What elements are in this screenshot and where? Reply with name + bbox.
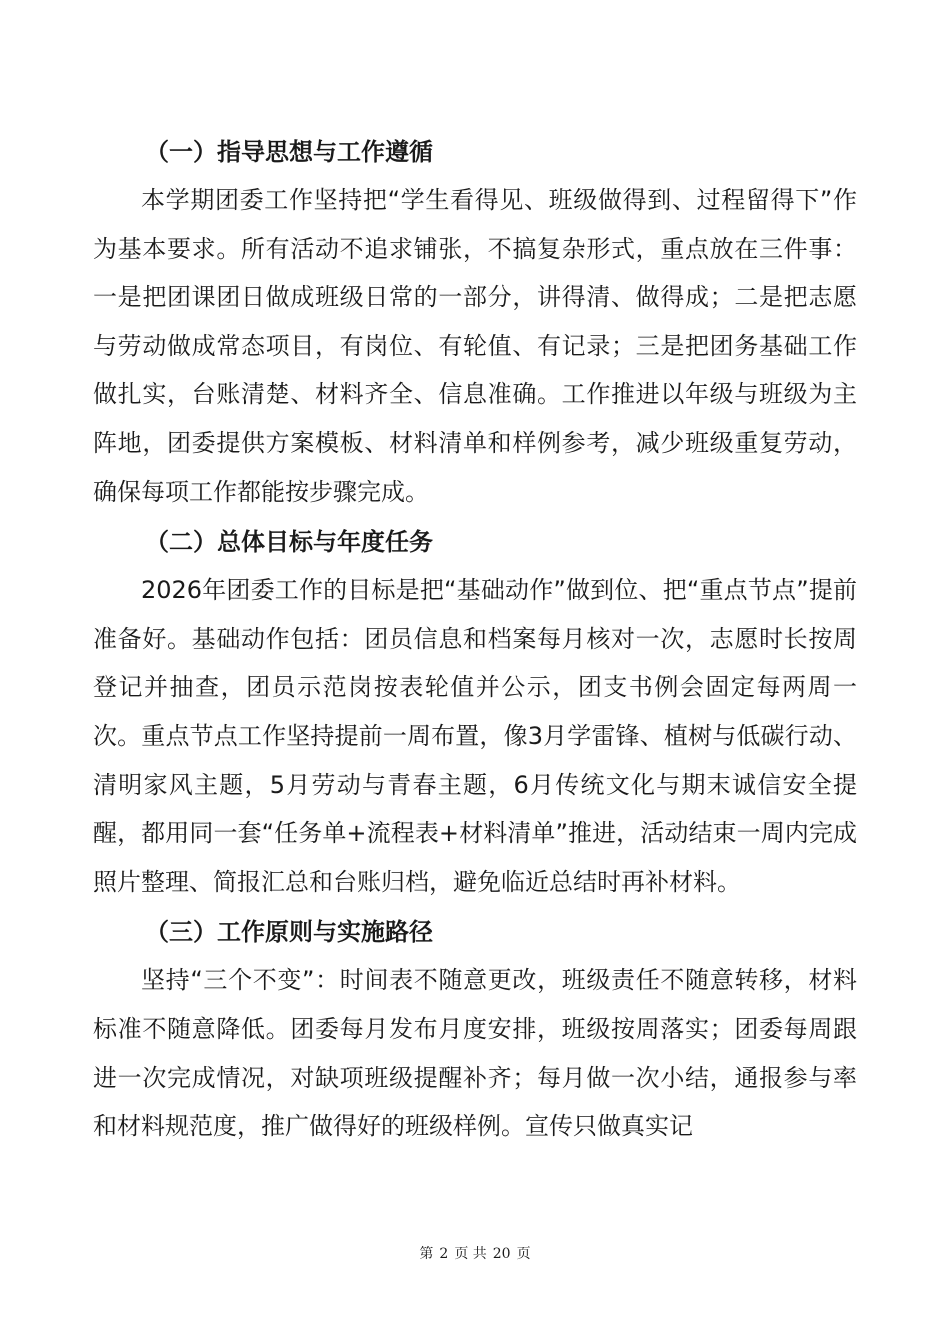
page-content	[93, 128, 857, 1151]
section-heading-2: （二）总体目标与年度任务	[145, 528, 433, 557]
footer-total-pages: 20	[492, 1246, 511, 1262]
footer-prefix: 第	[419, 1246, 434, 1262]
section-heading-1: （一）指导思想与工作遵循	[145, 138, 433, 166]
page-footer	[0, 1244, 950, 1264]
section-heading-3: （三）工作原则与实施路径	[145, 918, 433, 947]
footer-middle: 页 共	[454, 1246, 487, 1262]
section-body-2: 2026年团委工作的目标是把“基础动作”做到位、把“重点节点”提前准备好。基础动作包括：团员信息和档案每月核对一次，志愿时长按周登记并抽查，团员示范岗按表轮值并公示，团支书例会固定每两周一次。重点节点工作坚持提前一周布置，像3月学雷锋、植树与低碳行动、清明家风主题，5月劳动与青春主题，6月传统文化与期末诚信安全提醒，都用同一套“任务单+流程表+材料清单”推进，活动结束一周内完成照片整理、简报汇总和台账归档，避免临近总结时再补材料。	[93, 576, 857, 896]
section-body-3: 坚持“三个不变”：时间表不随意更改，班级责任不随意转移，材料标准不随意降低。团委每月发布月度安排，班级按周落实；团委每周跟进一次完成情况，对缺项班级提醒补齐；每月做一次小结，通报参与率和材料规范度，推广做得好的班级样例。宣传只做真实记	[93, 966, 857, 1141]
footer-suffix: 页	[516, 1246, 531, 1262]
section-body-1: 本学期团委工作坚持把“学生看得见、班级做得到、过程留得下”作为基本要求。所有活动不追求铺张，不搞复杂形式，重点放在三件事：一是把团课团日做成班级日常的一部分，讲得清、做得成；二是把志愿与劳动做成常态项目，有岗位、有轮值、有记录；三是把团务基础工作做扎实，台账清楚、材料齐全、信息准确。工作推进以年级与班级为主阵地，团委提供方案模板、材料清单和样例参考，减少班级重复劳动，确保每项工作都能按步骤完成。	[93, 186, 857, 506]
footer-current-page: 2	[439, 1246, 449, 1262]
